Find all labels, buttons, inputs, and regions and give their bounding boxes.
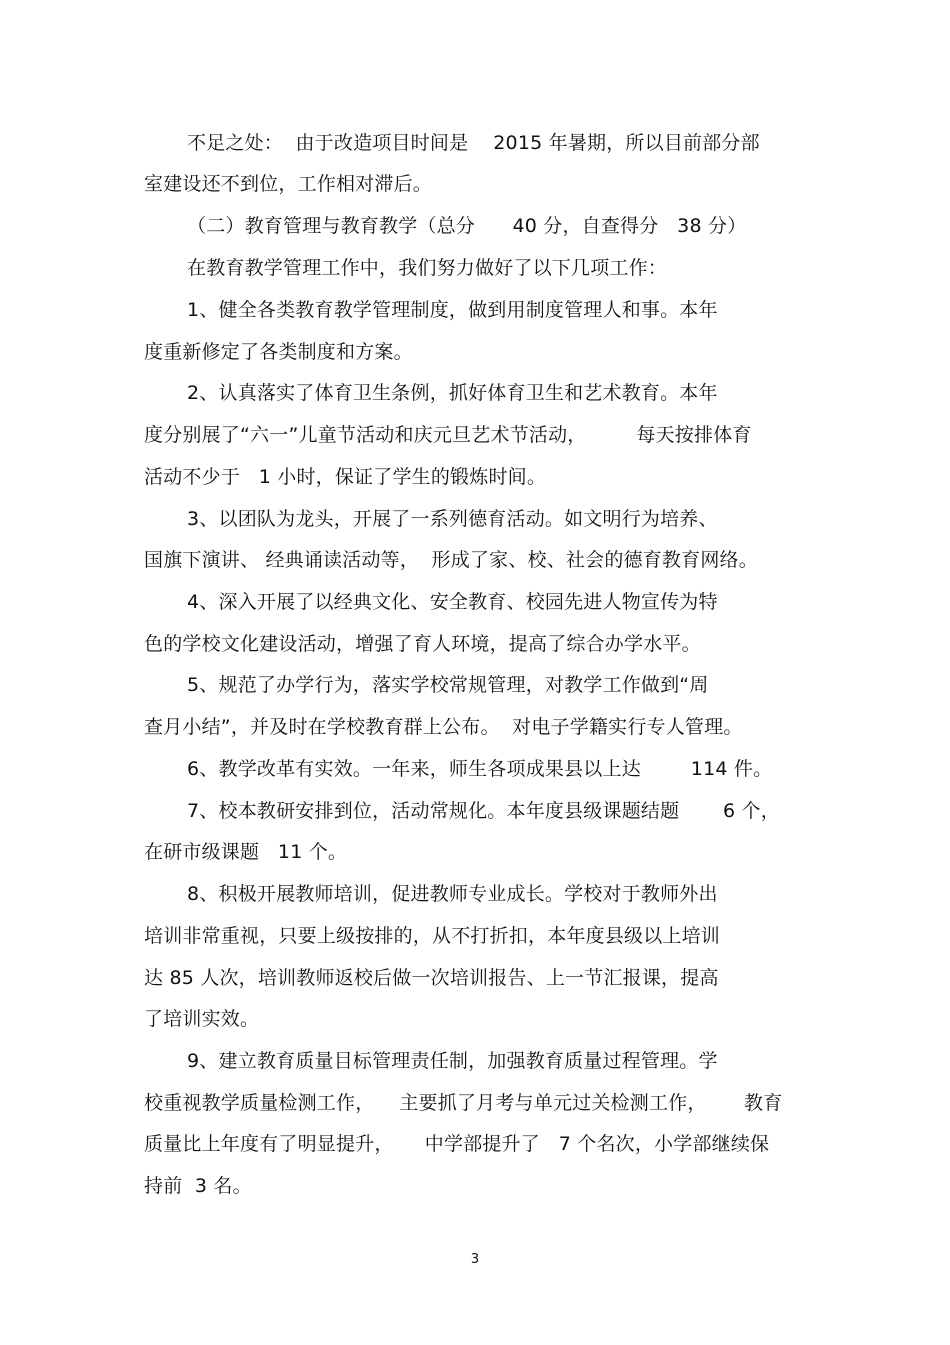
text-line: 质量比上年度有了明显提升， 中学部提升了 7 个名次，小学部继续保	[144, 1133, 770, 1155]
text-line: 度分别展了“六一”儿童节活动和庆元旦艺术节活动， 每天按排体育	[144, 424, 752, 446]
text-line: 不足之处： 由于改造项目时间是 2015 年暑期，所以目前部分部	[187, 132, 760, 154]
list-item: 2、认真落实了体育卫生条例，抓好体育卫生和艺术教育。本年	[187, 382, 718, 404]
text-line: 在研市级课题 11 个。	[144, 841, 348, 863]
text-line: 了培训实效。	[144, 1008, 260, 1030]
list-item: 7、校本教研安排到位，活动常规化。本年度县级课题结题 6 个，	[187, 800, 780, 822]
text-line: 国旗下演讲、 经典诵读活动等， 形成了家、校、社会的德育教育网络。	[144, 549, 758, 571]
text-line: 色的学校文化建设活动，增强了育人环境，提高了综合办学水平。	[144, 633, 701, 655]
list-item: 4、深入开展了以经典文化、安全教育、校园先进人物宣传为特	[187, 591, 718, 613]
text-line: 达 85 人次，培训教师返校后做一次培训报告、上一节汇报课，提高	[144, 967, 719, 989]
text-line: 室建设还不到位，工作相对滞后。	[144, 173, 433, 195]
text-line: 活动不少于 1 小时，保证了学生的锻炼时间。	[144, 466, 547, 488]
text-line: 度重新修定了各类制度和方案。	[144, 341, 413, 363]
text-line: 在教育教学管理工作中，我们努力做好了以下几项工作：	[187, 257, 668, 279]
list-item: 5、规范了办学行为，落实学校常规管理，对教学工作做到“周	[187, 674, 709, 696]
list-item: 3、以团队为龙头，开展了一系列德育活动。如文明行为培养、	[187, 508, 718, 530]
list-item: 9、建立教育质量目标管理责任制，加强教育质量过程管理。学	[187, 1050, 718, 1072]
list-item: 8、积极开展教师培训，促进教师专业成长。学校对于教师外出	[187, 883, 718, 905]
text-line: 持前 3 名。	[144, 1175, 252, 1197]
page-number: 3	[470, 1252, 480, 1267]
section-heading: （二）教育管理与教育教学（总分 40 分，自查得分 38 分）	[187, 215, 747, 237]
list-item: 6、教学改革有实效。一年来，师生各项成果县以上达 114 件。	[187, 758, 773, 780]
text-line: 培训非常重视，只要上级按排的，从不打折扣，本年度县级以上培训	[144, 925, 721, 947]
text-line: 校重视教学质量检测工作， 主要抓了月考与单元过关检测工作， 教育	[144, 1092, 783, 1114]
text-line: 查月小结”，并及时在学校教育群上公布。 对电子学籍实行专人管理。	[144, 716, 743, 738]
list-item: 1、健全各类教育教学管理制度，做到用制度管理人和事。本年	[187, 299, 718, 321]
